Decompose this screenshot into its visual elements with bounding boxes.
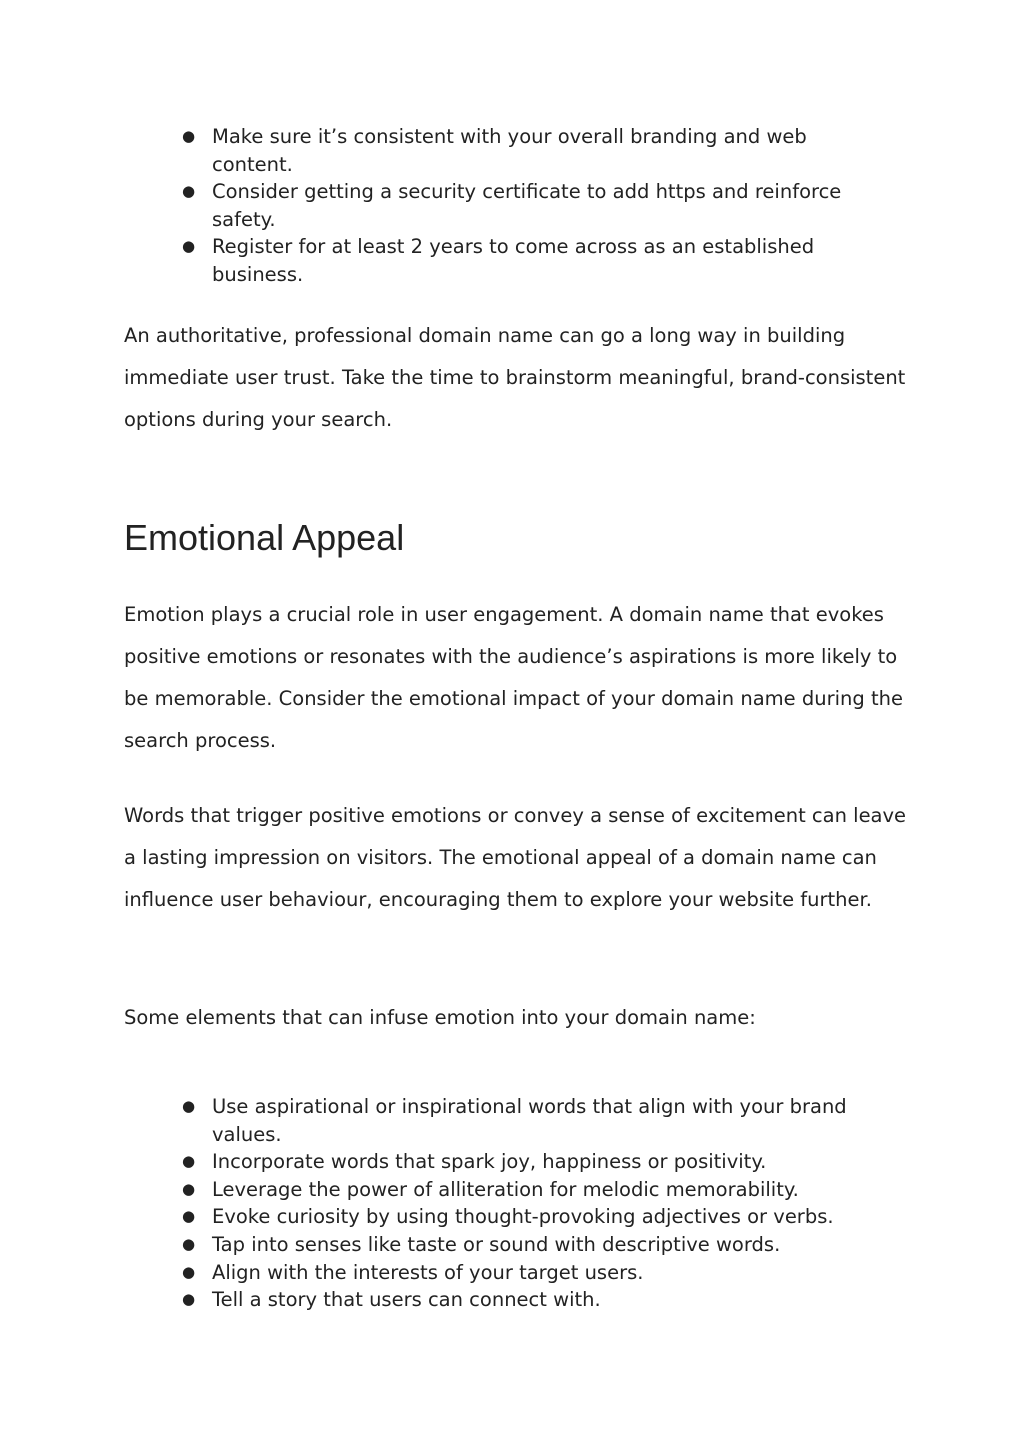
list-item-text: Register for at least 2 years to come across as an established business.	[212, 235, 815, 286]
list-item-text: Align with the interests of your target users.	[212, 1260, 644, 1284]
bullet-icon: ●	[182, 1234, 196, 1253]
bullet-icon: ●	[182, 237, 196, 256]
bullet-icon: ●	[182, 1290, 196, 1309]
list-item-text: Leverage the power of alliteration for melodic memorability.	[212, 1177, 799, 1201]
list-item	[182, 1231, 882, 1259]
section-heading: Emotional Appeal	[124, 517, 405, 558]
paragraph-positive-words: Words that trigger positive emotions or convey a sense of excitement can leave a lasting impression on visitors. The emotional appeal of a domain name can influence user behaviour, encouraging them to explore your website further.	[124, 804, 907, 911]
list-item-text: Use aspirational or inspirational words that align with your brand values.	[212, 1095, 847, 1146]
bullet-icon: ●	[182, 1097, 196, 1115]
list-item	[182, 123, 882, 178]
list-item-text: Tap into senses like taste or sound with descriptive words.	[212, 1232, 781, 1256]
list-item	[182, 233, 882, 288]
list-item-text: Make sure it’s consistent with your overall branding and web content.	[212, 125, 807, 176]
list-item-text: Incorporate words that spark joy, happiness or positivity.	[212, 1150, 767, 1174]
list-item	[182, 1286, 882, 1314]
bullet-icon: ●	[182, 182, 196, 201]
list-item	[182, 1148, 882, 1176]
list-item-text: Tell a story that users can connect with.	[212, 1288, 601, 1312]
list-item	[182, 178, 882, 233]
list-item	[182, 1203, 882, 1231]
list-item	[182, 1093, 882, 1148]
intro-paragraph: An authoritative, professional domain name can go a long way in building immediate user trust. Take the time to brainstorm meaningful, brand-consistent options during your search.	[124, 324, 906, 431]
bullet-icon: ●	[182, 1207, 196, 1226]
list-item	[182, 1176, 882, 1204]
bullet-icon: ●	[182, 127, 196, 145]
top-bullet-list	[182, 123, 882, 289]
list-item-text: Consider getting a security certificate to add https and reinforce safety.	[212, 180, 842, 231]
paragraph-emotion-role: Emotion plays a crucial role in user engagement. A domain name that evokes positive emotions or resonates with the audience’s aspirations is more likely to be memorable. Consider the emotional impact of your domain name during the search process.	[124, 603, 903, 752]
bottom-bullet-list	[182, 1093, 882, 1314]
bullet-icon: ●	[182, 1262, 196, 1281]
bullet-icon: ●	[182, 1179, 196, 1198]
paragraph-elements-intro: Some elements that can infuse emotion into your domain name:	[124, 1006, 756, 1029]
bullet-icon: ●	[182, 1152, 196, 1171]
list-item	[182, 1259, 882, 1287]
list-item-text: Evoke curiosity by using thought-provoking adjectives or verbs.	[212, 1205, 834, 1229]
